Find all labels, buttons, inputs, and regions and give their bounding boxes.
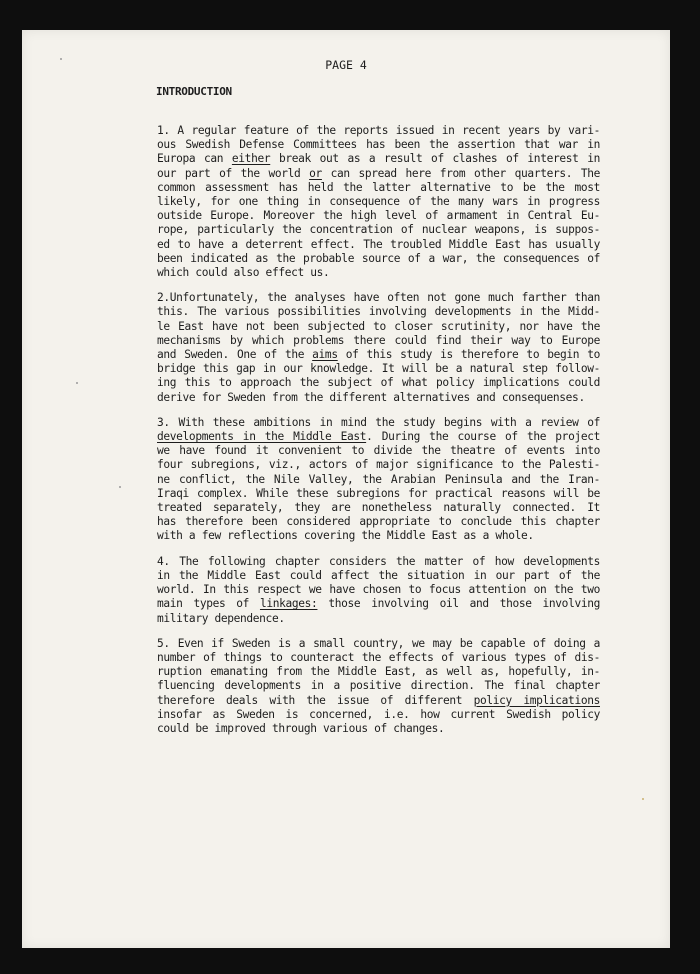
text-line: derive for Sweden from the different alternatives and consequenses. — [157, 390, 585, 404]
underlined-text: policy implications — [473, 693, 600, 707]
text-line: we have found it convenient to divide the theatre of events into — [157, 444, 600, 458]
text-line: outside Europe. Moreover the high level of armament in Central Eu- — [157, 209, 600, 223]
text-line: number of things to counteract the effects of various types of dis- — [157, 650, 600, 664]
text-line: this. The various possibilities involving developments in the Midd- — [157, 305, 600, 319]
paper-speck — [119, 486, 121, 488]
text-line: has therefore been considered appropriate to conclude this chapter — [157, 515, 600, 529]
text-line: in the Middle East could affect the situation in our part of the — [157, 568, 600, 582]
text-line: and Sweden. One of the aims of this study is therefore to begin to — [157, 348, 600, 362]
text-line: 2.Unfortunately, the analyses have often not gone much farther than — [157, 291, 600, 305]
paragraph-4 — [157, 555, 600, 626]
text-line: ne conflict, the Nile Valley, the Arabian Peninsula and the Iran- — [157, 472, 600, 486]
text-line: bridge this gap in our knowledge. It will be a natural step follow- — [157, 362, 600, 376]
text-line: which could also effect us. — [157, 266, 330, 280]
text-line: therefore deals with the issue of different policy implications — [157, 693, 600, 707]
underlined-text: linkages: — [259, 597, 318, 611]
section-title: INTRODUCTION — [156, 85, 232, 98]
text-line: our part of the world or can spread here from other quarters. The — [157, 166, 600, 180]
body-text — [157, 124, 600, 747]
paper-speck — [60, 58, 62, 60]
text-line: Iraqi complex. While these subregions for practical reasons will be — [157, 486, 600, 500]
paper-speck — [76, 382, 78, 384]
underlined-text: or — [309, 166, 322, 180]
text-line: treated separately, they are nonetheless naturally connected. It — [157, 501, 600, 515]
text-line: with a few reflections covering the Middle East as a whole. — [157, 529, 534, 543]
text-line: 1. A regular feature of the reports issued in recent years by vari- — [157, 124, 600, 137]
text-line: 3. With these ambitions in mind the study begins with a review of — [157, 415, 600, 429]
text-line: fluencing developments in a positive direction. The final chapter — [157, 679, 600, 693]
text-line: ing this to approach the subject of what policy implications could — [157, 376, 600, 390]
underlined-text: either — [231, 152, 271, 166]
text-line: insofar as Sweden is concerned, i.e. how current Swedish policy — [157, 707, 600, 721]
text-line: ruption emanating from the Middle East, as well as, hopefully, in- — [157, 665, 600, 679]
text-line: likely, for one thing in consequence of the many wars in progress — [157, 195, 600, 209]
paragraph-3 — [157, 416, 600, 544]
underlined-text: aims — [312, 348, 338, 362]
text-line: ous Swedish Defense Committees has been the assertion that war in — [157, 138, 600, 152]
text-line: 5. Even if Sweden is a small country, we may be capable of doing a — [157, 636, 600, 650]
text-line: four subregions, viz., actors of major significance to the Palesti- — [157, 458, 600, 472]
text-line: could be improved through various of changes. — [157, 721, 445, 735]
paragraph-2 — [157, 291, 600, 405]
text-line: rope, particularly the concentration of nuclear weapons, is suppos- — [157, 223, 600, 237]
document-page — [22, 30, 670, 948]
text-line: military dependence. — [157, 611, 285, 625]
underlined-text: developments in the Middle East — [157, 430, 367, 444]
page-number: PAGE 4 — [325, 58, 367, 72]
paragraph-1 — [157, 124, 600, 280]
text-line: mechanisms by which problems there could find their way to Europe — [157, 333, 600, 347]
text-line: been indicated as the probable source of a war, the consequences of — [157, 251, 600, 265]
paper-speck — [642, 798, 644, 800]
text-line: main types of linkages: those involving oil and those involving — [157, 597, 600, 611]
text-line: 4. The following chapter considers the matter of how developments — [157, 554, 600, 568]
text-line: ed to have a deterrent effect. The troubled Middle East has usually — [157, 237, 600, 251]
paragraph-5 — [157, 637, 600, 736]
text-line: world. In this respect we have chosen to focus attention on the two — [157, 583, 600, 597]
text-line: Europa can either break out as a result of clashes of interest in — [157, 152, 600, 166]
text-line: developments in the Middle East. During the course of the project — [157, 430, 600, 444]
text-line: le East have not been subjected to closer scrutinity, nor have the — [157, 319, 600, 333]
text-line: common assessment has held the latter alternative to be the most — [157, 180, 600, 194]
